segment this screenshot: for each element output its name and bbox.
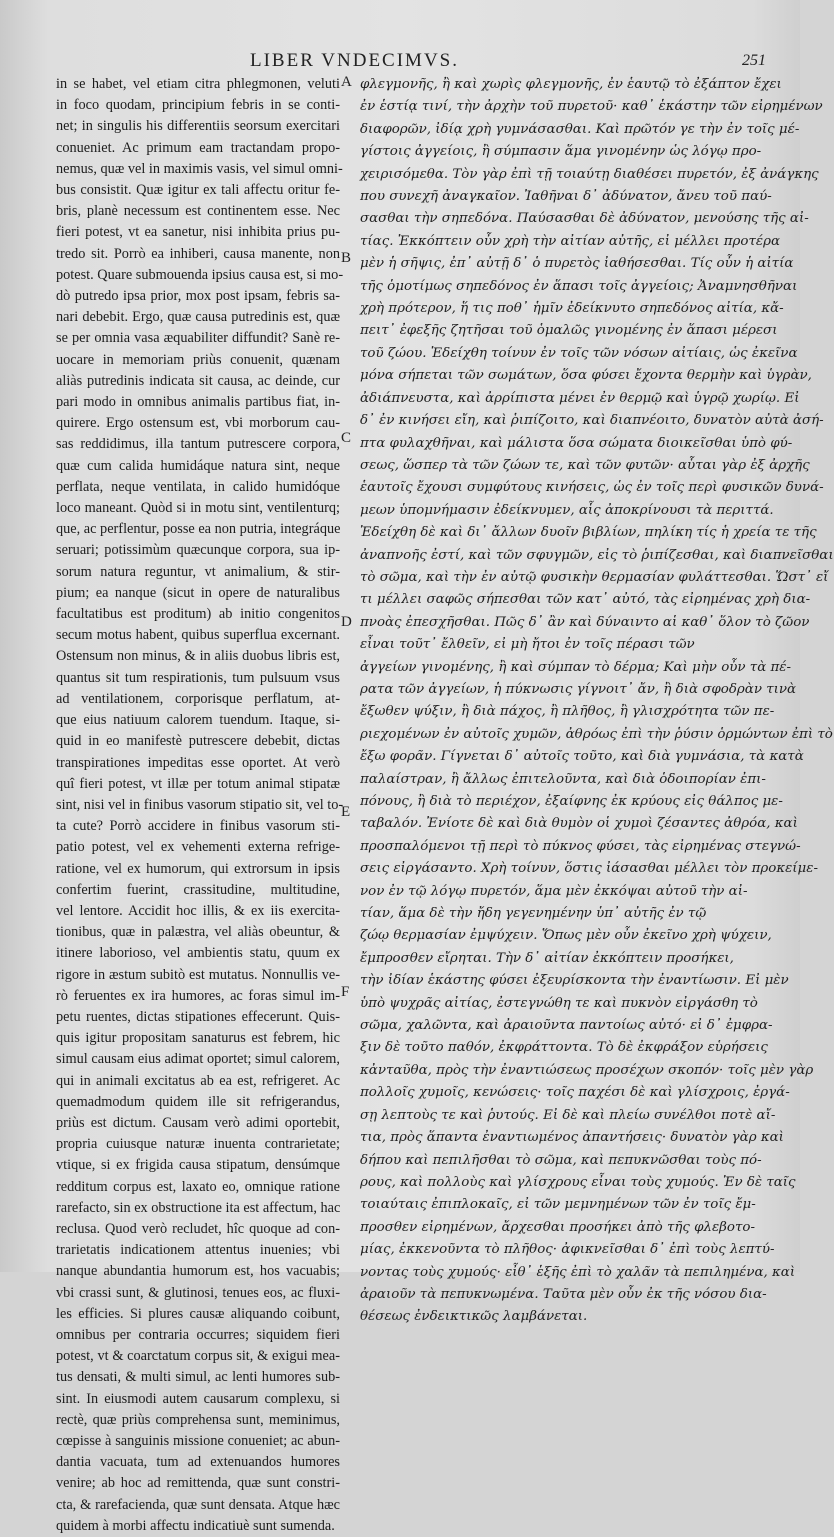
greek-text-line: Ἐδείχθη δὲ καὶ δι᾽ ἄλλων δυοῖν βιβλίων, πηλίκη τίς ἡ χρεία τε τῆς: [360, 525, 817, 541]
greek-text-line: χειρισόμεθα. Τὸν γὰρ ἐπὶ τῇ τοιαύτῃ διαθέσει πυρετόν, ἐξ ἀνάγκης: [360, 166, 819, 182]
greek-text-line: κἀνταῦθα, πρὸς τὴν ἐναντιώσεως προσέχων σκοπόν· τοῖς μὲν γὰρ: [360, 1062, 814, 1078]
greek-text-line: τίας. Ἐκκόπτειν οὖν χρὴ τὴν αἰτίαν αὐτῆς, εἰ μέλλει προτέρα: [360, 233, 781, 249]
page-number: 251: [742, 52, 766, 69]
latin-text-line: bus consistit. Quæ igitur ex tali affectu oritur fe-: [56, 182, 340, 199]
greek-text-line: πτα φυλαχθῆναι, καὶ μάλιστα ὅσα σώματα διοικεῖσθαι ὑπὸ φύ-: [360, 435, 793, 451]
latin-text-line: trarietatis indicationem attentus inuenies; vbi: [56, 1242, 340, 1259]
latin-text-line: quî fieri potest, vt illæ per totum animal stipatæ: [56, 775, 340, 792]
greek-text-column: [360, 74, 834, 1329]
greek-text-line: ἐν ἑστίᾳ τινί, τὴν ἀρχὴν τοῦ πυρετοῦ· καθ᾽ ἑκάστην τῶν εἰρημένων: [360, 99, 823, 115]
latin-text-line: reclusa. Quod verò recludet, hîc quoque ad con-: [56, 1220, 340, 1237]
greek-text-line: διαφορῶν, ἰδίᾳ χρὴ γυμνάσασθαι. Καὶ πρῶτόν γε τὴν ἐν τοῖς μέ-: [360, 121, 800, 137]
greek-text-line: πόνους, ἢ διὰ τὸ περιέχον, ἐξαίφνης ἐκ κρύους εἰς θάλπος με-: [360, 794, 783, 809]
latin-text-line: tredo sit. Porrò ea inhiberi, causa manente, non: [56, 245, 340, 262]
greek-text-line: δ᾽ ἐν κινήσει εἴη, καὶ ῥιπίζοιτο, καὶ διαπνέοιτο, δυνατὸν αὐτὰ ἀσή-: [360, 413, 824, 429]
latin-text-line: les efficies. Si plures causæ aliquando coibunt,: [56, 1305, 340, 1322]
greek-text-line: μόνα σήπεται τῶν σωμάτων, ὅσα φύσει ἔχοντα θερμὴν καὶ ὑγρὰν,: [360, 368, 812, 384]
latin-text-line: uocare in memoriam priùs conuenit, quænam: [56, 351, 340, 368]
greek-text-line: μὲν ἡ σῆψις, ἐπ᾽ αὐτῇ δ᾽ ὁ πυρετὸς ἰαθήσεσθαι. Τίς οὖν ἡ αἰτία: [360, 256, 794, 272]
latin-text-line: que eius natiuum calorem tuendum. Itaque, si-: [56, 712, 340, 729]
latin-text-line: facultatibus est proditum) ab initio congenitos: [56, 606, 340, 623]
greek-text-line: θέσεως ἐνδεικτικῶς λαμβάνεται.: [360, 1309, 588, 1325]
greek-text-line: ἔμπροσθεν εἴρηται. Τὴν δ᾽ αἰτίαν ἐκκόπτειν προσήκει,: [360, 950, 734, 966]
latin-text-line: perflata, neque ventilata, in calido humidóque: [56, 478, 340, 495]
greek-text-line: τὴν ἰδίαν ἑκάστης φύσει ἐξευρίσκοντα τὴν ἐναντίωσιν. Εἰ μὲν: [360, 973, 789, 989]
margin-letter-f: F: [341, 984, 350, 1000]
greek-text-line: ριεχομένων ἐν αὐτοῖς χυμῶν, ἀθρόως ἐπὶ τὴν ῥύσιν ὁρμώντων ἐπὶ τὸ: [360, 726, 833, 742]
greek-text-line: τοιαύταις ἐπιπλοκαῖς, εἰ τῶν μεμνημένων τῶν ἐν τοῖς ἔμ-: [360, 1197, 756, 1213]
latin-text-line: tionibus, quæ in palæstra, vel aliàs obeuntur, &: [56, 924, 340, 941]
margin-section-letters: [341, 74, 357, 1174]
margin-letter-b: B: [341, 250, 352, 266]
latin-text-line: potest, vt & coarctatum corpus sit, & exigui mea-: [56, 1348, 340, 1365]
latin-text-line: aliàs putredinis indicata sit causa, ac deinde, cur: [56, 372, 340, 389]
greek-text-line: νον ἐν τῷ λόγῳ πυρετόν, ἅμα μὲν ἐκκόψαι αὐτοῦ τὴν αἰ-: [360, 883, 748, 899]
latin-text-line: vtique, si ex frigida causa stipatum, densúmque: [56, 1157, 340, 1174]
latin-text-line: sas reddidimus, illa tantum putrescere corpora,: [56, 436, 340, 453]
latin-text-line: nanque abundantia humorum est, hos vacuabis;: [56, 1263, 340, 1280]
latin-text-line: quemadmodum quidem ille sit refrigerandus,: [56, 1093, 340, 1110]
greek-text-line: μεων ὑπομνήμασιν ἐδείκνυμεν, αἷς ἀποκρίνουσι τὰ περιττά.: [360, 502, 774, 518]
greek-text-line: ἀραιοῦν τὰ πεπυκνωμένα. Ταῦτα μὲν οὖν ἐκ τῆς νόσου δια-: [360, 1286, 767, 1302]
latin-text-line: in se habet, vel etiam citra phlegmonen, veluti: [56, 76, 340, 92]
latin-text-line: quis igitur propositam sanaturus est febrem, hic: [56, 1030, 340, 1047]
latin-text-line: cta, & rarefacienda, quæ sunt densata. Atque hæc: [56, 1496, 340, 1513]
greek-text-line: σεως, ὥσπερ τὰ τῶν ζώων τε, καὶ τῶν φυτῶν· αὗται γὰρ ἐξ ἀρχῆς: [360, 457, 810, 473]
greek-text-line: πνοὰς ἐπεσχῆσθαι. Πῶς δ᾽ ἂν καὶ δύναιντο αἱ καθ᾽ ὅλον τὸ ζῶον: [360, 614, 810, 630]
latin-text-line: rarefacto, sin ex obstructione ita est affectum, hac: [56, 1199, 341, 1216]
latin-text-line: redditum corpus est, laxato eo, omnique ratione: [56, 1178, 340, 1195]
greek-text-line: εἶναι τοῦτ᾽ ἔλθεῖν, εἰ μὴ ἤτοι ἐν τοῖς πέρασι τῶν: [360, 637, 695, 653]
latin-text-line: rectè, quæ priùs comprehensa sunt, meminimus,: [56, 1411, 340, 1428]
greek-text-line: ἔξωθεν ψύξιν, ἢ διὰ πάχος, ἢ πλῆθος, ἢ γλισχρότητα τῶν πε-: [360, 704, 775, 720]
greek-text-line: τι μέλλει σαφῶς σήπεσθαι τῶν κατ᾽ αὐτό, τὰς εἰρημένας χρὴ δια-: [360, 592, 811, 608]
latin-text-column: [56, 74, 344, 1537]
greek-text-line: ρους, καὶ πολλοὺς καὶ γλίσχρους εἶναι τοὺς χυμούς. Ἐν δὲ ταῖς: [360, 1174, 796, 1190]
latin-text-line: net; in singulis his differentiis seorsum exercitari: [56, 118, 340, 135]
greek-text-line: παλαίστραν, ἢ ἄλλως ἐπιτελοῦντα, καὶ διὰ ὁδοιπορίαν ἐπι-: [360, 771, 766, 787]
latin-text-line: transpirationes impeditas esse oportet. At verò: [56, 754, 340, 771]
latin-text-line: pium; ea nanque (sicut in opere de naturalibus: [56, 584, 340, 601]
greek-text-line: σεις εἰργάσαντο. Χρὴ τοίνυν, ὅστις ἰάσασθαι μέλλει τὸν προκείμε-: [360, 861, 818, 877]
greek-text-line: δήπου καὶ πεπιλῆσθαι τὸ σῶμα, καὶ πεπυκνῶσθαι τοὺς πό-: [360, 1152, 762, 1168]
latin-text-line: se per omnia vasa æquabiliter diffundit? Sanè re-: [56, 330, 340, 347]
latin-text-line: in foco quodam, principium febris in se conti-: [56, 97, 340, 114]
latin-text-line: ad ventilationem, corporisque perflatum, at-: [56, 690, 340, 707]
latin-text-line: quæ cum calida humidáque natura sint, neque: [56, 457, 340, 474]
running-title: LIBER VNDECIMVS.: [250, 50, 459, 71]
latin-text-line: confertim fuerint, crassitudine, multitudine,: [56, 881, 340, 898]
greek-text-line: ταβαλόν. Ἐνίοτε δὲ καὶ διὰ θυμὸν οἱ χυμοὶ ζέσαντες ἀθρόα, καὶ: [360, 816, 798, 832]
latin-text-line: vbi crassi sunt, & glutinosi, tenues eos, ac fluxi-: [56, 1284, 340, 1301]
latin-text-line: bris, planè necessum est continentem esse. Nec: [56, 203, 340, 220]
latin-text-line: petu ruentes, dictas stipationes effecerunt. Quis-: [56, 1008, 340, 1025]
greek-text-line: ρατα τῶν ἀγγείων, ἡ πύκνωσις γίγνοιτ᾽ ἄν, ἢ διὰ σφοδρὰν τινὰ: [360, 681, 797, 697]
latin-text-line: ratione, vel ex humorum, qui extrorsum in ipsis: [56, 860, 340, 877]
greek-text-line: τὸ σῶμα, καὶ τὴν ἐν αὐτῷ φυσικὴν θερμασίαν φυλάττεσθαι. Ὥστ᾽ εἴ: [360, 569, 829, 585]
latin-text-line: nemus, quæ vel in maximis vasis, vel simul omni-: [56, 160, 343, 177]
greek-text-line: πειτ᾽ ἐφεξῆς ζητῆσαι τοῦ ὁμαλῶς γινομένης ἐν ἅπασι μέρεσι: [360, 323, 778, 339]
greek-text-line: σῶμα, χαλῶντα, καὶ ἀραιοῦντα παντοίως αὐτό· εἰ δ᾽ ἐμφρα-: [360, 1018, 773, 1034]
greek-text-line: που συνεχῆ ἀναγκαῖον. Ἰαθῆναι δ᾽ ἀδύνατον, ἄνευ τοῦ παύ-: [360, 189, 772, 205]
latin-text-line: tus densati, & multi simul, ac lenti humores sub-: [56, 1369, 340, 1386]
latin-text-line: vel lentore. Accidit hoc illis, & ex iis exercita-: [56, 902, 340, 919]
greek-text-line: σασθαι τὴν σηπεδόνα. Παύσασθαι δὲ ἀδύνατον, μενούσης τῆς αἰ-: [360, 211, 809, 227]
latin-text-line: que, ac perflentur, posse ea non putria, integráque: [56, 521, 341, 538]
margin-letter-c: C: [341, 430, 352, 446]
latin-text-line: Ostensum non minus, & in aliis duobus libris est,: [56, 648, 340, 665]
latin-text-line: simul causam eius adimat oportet; simul calorem,: [56, 1051, 340, 1068]
latin-text-line: quid in eo manifestè putrescere debebit, dictas: [56, 733, 340, 750]
latin-text-line: priùs est dictum. Causam verò adimi oportebit,: [56, 1114, 340, 1131]
latin-text-line: omnibus per contraria occurres; siquidem fieri: [56, 1326, 340, 1343]
latin-text-line: potest. Quare submouenda ipsius causa est, si mo-: [56, 266, 344, 283]
latin-text-line: propria cuiusque naturæ inuenta contrarietate;: [56, 1136, 340, 1153]
greek-text-line: τῆς ὁμοτίμως σηπεδόνος ἐν ἅπασι τοῖς ἀγγείοις; Ἀναμνησθῆναι: [360, 278, 798, 294]
latin-text-line: loco maneant. Quòd si in motu sint, ventilenturq;: [56, 500, 340, 517]
greek-text-line: φλεγμονῆς, ἢ καὶ χωρὶς φλεγμονῆς, ἐν ἑαυτῷ τὸ ἐξάπτον ἔχει: [360, 77, 782, 92]
latin-text-line: dantia vacuata, tum ad extenuandos humores: [56, 1454, 340, 1471]
greek-text-line: γίστοις ἀγγείοις, ἢ σύμπασιν ἅμα γινομένην ὡς λόγῳ προ-: [360, 144, 762, 160]
greek-text-line: πολλοῖς χυμοῖς, κενώσεις· τοῖς παχέσι δὲ καὶ γλίσχροις, ἐργά-: [360, 1085, 790, 1101]
greek-text-line: νοντας τοὺς χυμούς· εἶθ᾽ ἑξῆς ἐπὶ τὸ χαλᾶν τὰ πεπιλημένα, καὶ: [360, 1264, 796, 1280]
margin-letter-d: D: [341, 614, 352, 630]
latin-text-line: quirere. Ergo ostensum est, vbi morborum cau-: [56, 415, 340, 432]
latin-text-line: qui in animali excitatus ab ea est, refrigeret. Ac: [56, 1072, 340, 1089]
greek-text-line: προσπαλόμενοι τῇ περὶ τὸ πύκνος φύσει, τὰς εἰρημένας στεγνώ-: [360, 838, 801, 854]
greek-text-line: σῃ λεπτοὺς τε καὶ ῥυτούς. Εἰ δὲ καὶ πλείω συνέλθοι ποτὲ αἴ-: [360, 1107, 776, 1123]
latin-text-line: conueniet. Ac primum eam tractandam propo-: [56, 139, 340, 156]
page-header: [0, 44, 800, 74]
greek-text-line: ἑαυτοῖς ἔχουσι συμφύτους κινήσεις, ὡς ἐν τοῖς περὶ φυσικῶν δυνά-: [360, 480, 824, 496]
greek-text-line: ἀναπνοῆς ἐστί, καὶ τῶν σφυγμῶν, εἰς τὸ ῥιπίζεσθαι, καὶ διαπνεῖσθαι: [360, 547, 834, 563]
latin-text-line: quantus sit tum respirationis, tum pulsuum vsus: [56, 669, 340, 686]
latin-text-line: cœpisse à sanguinis missione conueniet; ac abun-: [56, 1433, 340, 1449]
latin-text-line: patio potest, vel ex vehementi externa refrige-: [56, 839, 340, 856]
greek-text-line: χρὴ πρότερον, ἥ τις ποθ᾽ ἡμῖν ἐδείκνυτο σηπεδόνος αἰτία, κἄ-: [360, 301, 784, 317]
latin-text-line: quidem à morbi affectu indicatiuè sunt sumenda.: [56, 1517, 335, 1534]
latin-text-line: itinere laborioso, vel ambientis statu, quum ex: [56, 945, 340, 962]
greek-text-line: ξιν δὲ τοῦτο παθόν, ἐκφράττοντα. Τὸ δὲ ἐκφράξον εὑρήσεις: [360, 1040, 768, 1056]
greek-text-line: προσθεν εἰρημένων, ἄρχεσθαι προσήκει ἀπὸ τῆς φλεβοτο-: [360, 1219, 755, 1235]
margin-letter-e: E: [341, 804, 351, 820]
greek-text-line: τίαν, ἅμα δὲ τὴν ἤδη γεγενημένην ὑπ᾽ αὐτῆς ἐν τῷ: [360, 906, 707, 922]
latin-text-line: pari modo in omnibus animalis partibus fiat, in-: [56, 394, 340, 411]
latin-text-line: sorum natura reguntur, vt animalium, & stir-: [56, 563, 340, 580]
latin-text-line: rò feruentes ex ira humores, ac foras simul im-: [56, 987, 340, 1004]
latin-text-line: sint. In eiusmodi autem causarum complexu, si: [56, 1390, 340, 1407]
greek-text-line: τοῦ ζώου. Ἐδείχθη τοίνυν ἐν τοῖς τῶν νόσων αἰτίαις, ὡς ἐκεῖνα: [360, 345, 798, 361]
margin-letter-a: A: [341, 74, 352, 90]
greek-text-line: ὑπὸ ψυχρᾶς αἰτίας, ἐστεγνώθη τε καὶ πυκνὸν εἰργάσθη τὸ: [360, 995, 758, 1011]
greek-text-line: ἀγγείων γινομένης, ἢ καὶ σύμπαν τὸ δέρμα; Καὶ μὴν οὖν τὰ πέ-: [360, 659, 792, 675]
latin-text-line: secum motus habent, quibus superflua excernant.: [56, 627, 340, 644]
greek-text-line: ζώῳ θερμασίαν ἐμψύχειν. Ὅπως μὲν οὖν ἐκεῖνο χρὴ ψύχειν,: [360, 928, 772, 944]
latin-text-line: seruari; potissimùm quæcunque corpora, sua ip-: [56, 542, 340, 559]
latin-text-line: nari debebit. Ergo, quæ causa putredinis est, quæ: [56, 309, 340, 326]
latin-text-line: dò putredo ipsa prior, mox post ipsam, febris sa-: [56, 288, 340, 305]
latin-text-line: venire; ab hoc ad remittenda, quæ sunt constri-: [56, 1475, 340, 1492]
latin-text-line: fieri potest, vt ea sanetur, nisi inhibita prius pu-: [56, 224, 340, 241]
greek-text-line: ἔξω φορᾶν. Γίγνεται δ᾽ αὐτοῖς τοῦτο, καὶ διὰ γυμνάσια, τὰ κατὰ: [360, 749, 804, 765]
latin-text-line: sint, nisi vel in finibus vasorum stipatio sit, vel to-: [56, 796, 344, 813]
greek-text-line: μίας, ἐκκενοῦντα τὸ πλῆθος· ἀφικνεῖσθαι δ᾽ ἐπὶ τοὺς λεπτύ-: [360, 1242, 775, 1258]
greek-text-line: ἀδιάπνευστα, καὶ ἀρρίπιστα μένει ἐν θερμῷ καὶ ὑγρῷ χωρίῳ. Εἰ: [360, 390, 800, 406]
greek-text-line: τια, πρὸς ἅπαντα ἐναντιωμένος ἀπαντήσεις· δυνατὸν γὰρ καὶ: [360, 1130, 784, 1146]
latin-text-line: ta cute? Porrò accidere in finibus vasorum sti-: [56, 818, 340, 835]
latin-text-line: rigore in æstum subitò est mutatus. Nonnullis ve-: [56, 966, 340, 983]
